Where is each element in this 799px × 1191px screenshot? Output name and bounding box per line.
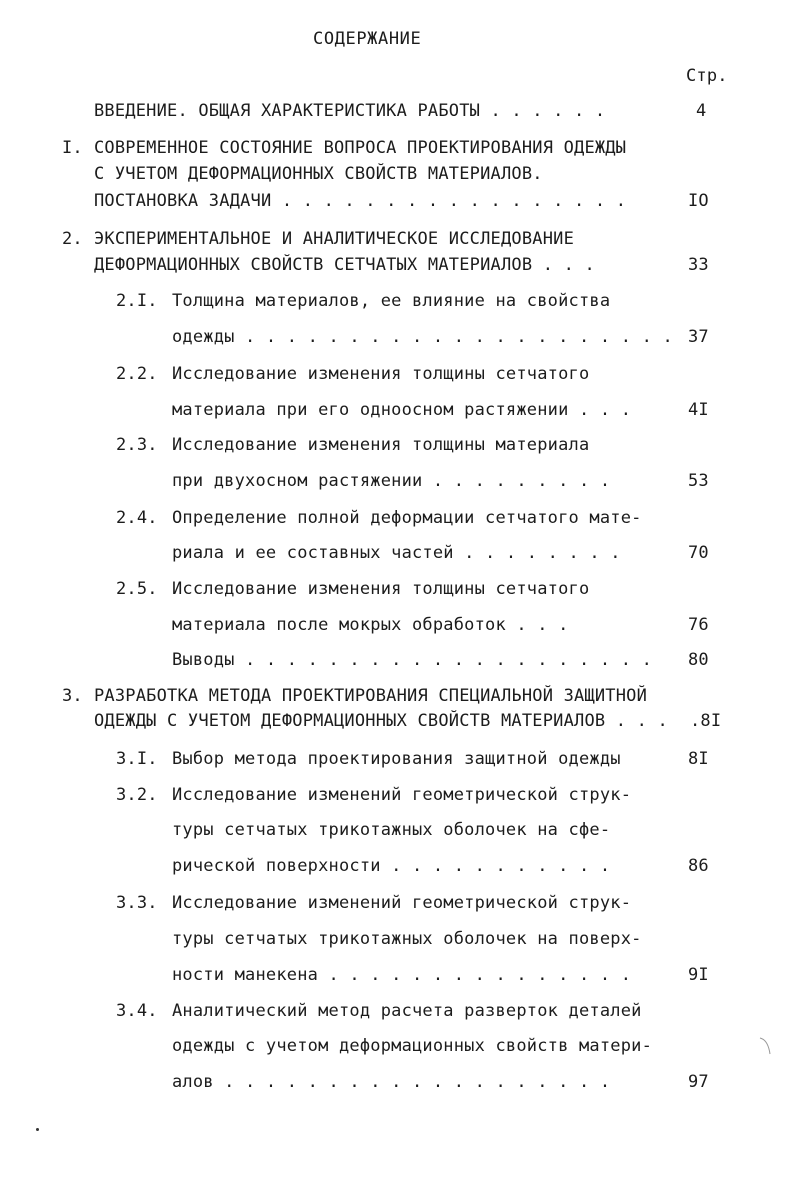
toc-sec-2-2-line-1: Исследование изменения толщины сетчатого bbox=[172, 364, 590, 384]
toc-ch1-line-2: С УЧЕТОМ ДЕФОРМАЦИОННЫХ СВОЙСТВ МАТЕРИАЛОВ. bbox=[94, 164, 543, 184]
toc-intro-title: ВВЕДЕНИЕ. ОБЩАЯ ХАРАКТЕРИСТИКА РАБОТЫ . . . . . . bbox=[94, 101, 606, 121]
toc-ch2-line-1: ЭКСПЕРИМЕНТАЛЬНОЕ И АНАЛИТИЧЕСКОЕ ИССЛЕДОВАНИЕ bbox=[94, 229, 575, 249]
toc-sec-3-2-number: 3.2. bbox=[116, 785, 158, 805]
toc-sec-3-2-line-1: Исследование изменений геометрической струк- bbox=[172, 785, 632, 805]
toc-sec-2-1-page: 37 bbox=[688, 327, 709, 347]
toc-sec-2-5-number: 2.5. bbox=[116, 579, 158, 599]
toc-ch1-line-3: ПОСТАНОВКА ЗАДАЧИ . . . . . . . . . . . . . . . . . bbox=[94, 191, 627, 211]
toc-sec-2-4-page: 70 bbox=[688, 543, 709, 563]
toc-sec-2-5-line-1: Исследование изменения толщины сетчатого bbox=[172, 579, 590, 599]
toc-sec-3-3-line-1: Исследование изменений геометрической струк- bbox=[172, 893, 632, 913]
toc-sec-2-2-line-2: материала при его одноосном растяжении . . . bbox=[172, 400, 632, 420]
scan-mark bbox=[758, 1036, 778, 1058]
toc-sec-3-4-line-2: одежды с учетом деформационных свойств матери- bbox=[172, 1036, 653, 1056]
toc-sec-3-3-line-3: ности манекена . . . . . . . . . . . . . . . bbox=[172, 965, 632, 985]
toc-sec-2-5-line-2: материала после мокрых обработок . . . bbox=[172, 615, 569, 635]
page-title: СОДЕРЖАНИЕ bbox=[313, 29, 422, 49]
toc-intro-page: 4 bbox=[696, 101, 707, 121]
toc-sec-2-4-line-1: Определение полной деформации сетчатого мате- bbox=[172, 508, 642, 528]
toc-sec-3-4-number: 3.4. bbox=[116, 1001, 158, 1021]
toc-sec-3-2-line-2: туры сетчатых трикотажных оболочек на сфе- bbox=[172, 820, 611, 840]
toc-sec-2-4-number: 2.4. bbox=[116, 508, 158, 528]
toc-sec-2-2-page: 4I bbox=[688, 400, 709, 420]
toc-sec-2-3-line-2: при двухосном растяжении . . . . . . . . . bbox=[172, 471, 611, 491]
toc-sec-3-4-line-3: алов . . . . . . . . . . . . . . . . . . . bbox=[172, 1072, 611, 1092]
toc-ch1-number: I. bbox=[62, 138, 83, 158]
toc-sec-3-1-page: 8I bbox=[688, 749, 709, 769]
toc-ch3-line-1: РАЗРАБОТКА МЕТОДА ПРОЕКТИРОВАНИЯ СПЕЦИАЛЬНОЙ ЗАЩИТНОЙ bbox=[94, 686, 648, 706]
toc-sec-3-3-number: 3.3. bbox=[116, 893, 158, 913]
toc-sec-3-1-number: 3.I. bbox=[116, 749, 158, 769]
toc-sec-3-2-line-3: рической поверхности . . . . . . . . . . . bbox=[172, 856, 611, 876]
toc-ch3-page: .8I bbox=[690, 711, 722, 731]
toc-sec-2-3-page: 53 bbox=[688, 471, 709, 491]
toc-ch1-line-1: СОВРЕМЕННОЕ СОСТОЯНИЕ ВОПРОСА ПРОЕКТИРОВАНИЯ ОДЕЖДЫ bbox=[94, 138, 627, 158]
toc-sec-3-4-line-1: Аналитический метод расчета разверток деталей bbox=[172, 1001, 642, 1021]
toc-ch3-line-2: ОДЕЖДЫ С УЧЕТОМ ДЕФОРМАЦИОННЫХ СВОЙСТВ МАТЕРИАЛОВ . . . bbox=[94, 711, 668, 731]
toc-sec-2-4-line-2: риала и ее составных частей . . . . . . . . bbox=[172, 543, 621, 563]
toc-sec-2-1-line-2: одежды . . . . . . . . . . . . . . . . . . . . . bbox=[172, 327, 673, 347]
toc-sec-3-4-page: 97 bbox=[688, 1072, 709, 1092]
toc-ch2-line-2: ДЕФОРМАЦИОННЫХ СВОЙСТВ СЕТЧАТЫХ МАТЕРИАЛОВ . . . bbox=[94, 255, 595, 275]
toc-sec-2-3-line-1: Исследование изменения толщины материала bbox=[172, 435, 590, 455]
toc-sec-3-3-page: 9I bbox=[688, 965, 709, 985]
toc-sec-2-5-page: 76 bbox=[688, 615, 709, 635]
toc-ch2-conclusions-page: 80 bbox=[688, 650, 709, 670]
toc-ch3-number: 3. bbox=[62, 686, 83, 706]
scan-speck bbox=[36, 1128, 39, 1131]
toc-sec-2-3-number: 2.3. bbox=[116, 435, 158, 455]
toc-sec-2-2-number: 2.2. bbox=[116, 364, 158, 384]
toc-ch1-page: IO bbox=[688, 191, 709, 211]
toc-ch2-conclusions: Выводы . . . . . . . . . . . . . . . . . . . . bbox=[172, 650, 653, 670]
toc-sec-3-1-line-1: Выбор метода проектирования защитной одежды bbox=[172, 749, 621, 769]
page-column-label: Стр. bbox=[686, 66, 728, 86]
toc-sec-3-2-page: 86 bbox=[688, 856, 709, 876]
toc-sec-3-3-line-2: туры сетчатых трикотажных оболочек на поверх- bbox=[172, 929, 642, 949]
toc-sec-2-1-line-1: Толщина материалов, ее влияние на свойства bbox=[172, 291, 611, 311]
toc-sec-2-1-number: 2.I. bbox=[116, 291, 158, 311]
toc-ch2-number: 2. bbox=[62, 229, 83, 249]
toc-ch2-page: 33 bbox=[688, 255, 709, 275]
